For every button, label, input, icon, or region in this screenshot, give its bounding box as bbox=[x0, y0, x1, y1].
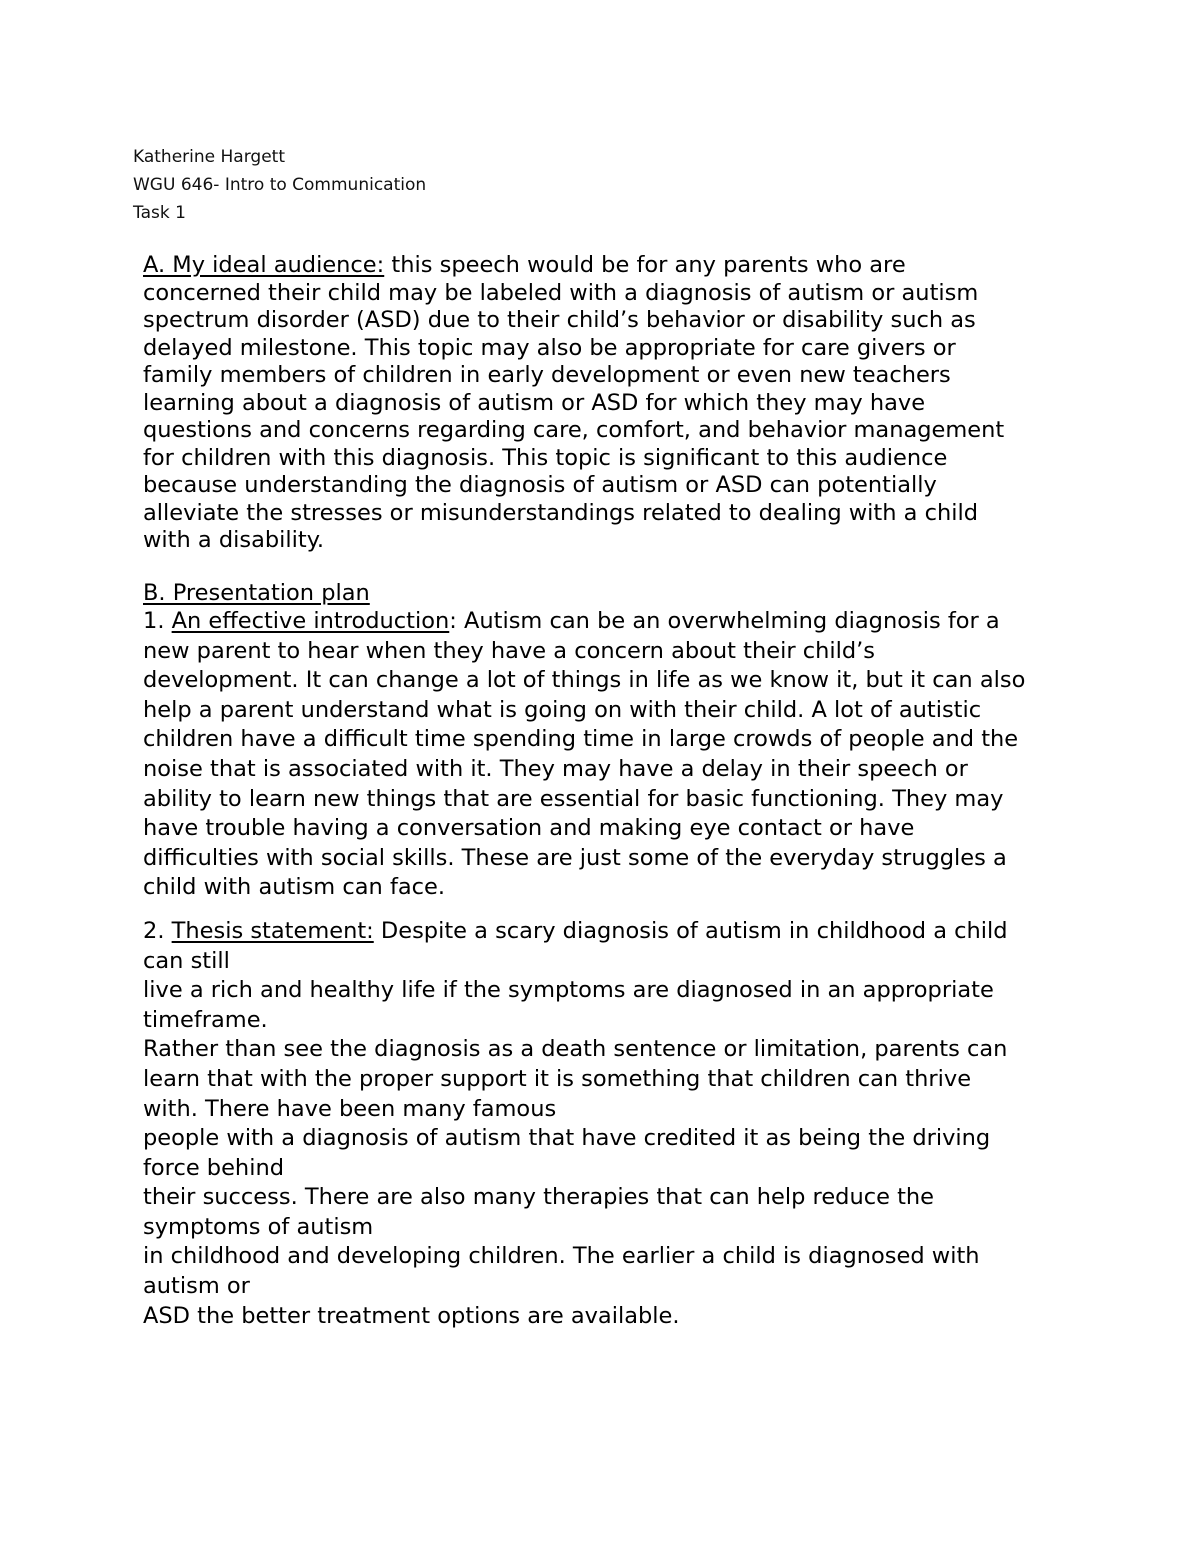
section-a-text-line: for children with this diagnosis. This topic is significant to this audience bbox=[143, 444, 948, 471]
item-2-label: Thesis statement: bbox=[171, 917, 374, 944]
section-a-text-line: with a disability. bbox=[143, 527, 324, 553]
course-title: WGU 646- Intro to Communication bbox=[133, 175, 427, 195]
item-2-text-line: Rather than see the diagnosis as a death sentence or limitation, parents can bbox=[143, 1036, 1008, 1063]
item-2-text-line: autism or bbox=[143, 1273, 250, 1300]
item-2-text-line: ASD the better treatment options are available. bbox=[143, 1302, 680, 1329]
item-2-first-line bbox=[143, 917, 1073, 947]
item-1-text-line: difficulties with social skills. These are just some of the everyday struggles a bbox=[143, 844, 1007, 871]
document-body bbox=[143, 252, 1073, 1331]
item-2-text-line: timeframe. bbox=[143, 1006, 268, 1033]
section-a-text-line: delayed milestone. This topic may also be appropriate for care givers or bbox=[143, 334, 956, 361]
item-1-first-line bbox=[143, 607, 1073, 637]
section-a-label: A. My ideal audience: bbox=[143, 252, 385, 278]
item-2-text-line: force behind bbox=[143, 1154, 284, 1181]
section-a-text-line: because understanding the diagnosis of autism or ASD can potentially bbox=[143, 472, 937, 498]
section-a-text-line: family members of children in early development or even new teachers bbox=[143, 362, 951, 388]
item-2-text-line: can still bbox=[143, 947, 230, 974]
section-b-heading: B. Presentation plan bbox=[143, 579, 370, 606]
item-1-label: An effective introduction bbox=[171, 608, 450, 634]
section-a-text-line: learning about a diagnosis of autism or ASD for which they may have bbox=[143, 389, 926, 416]
item-1-text-line: noise that is associated with it. They may have a delay in their speech or bbox=[143, 755, 968, 782]
task-label: Task 1 bbox=[133, 203, 186, 223]
item-1-text-line: children have a difficult time spending time in large crowds of people and the bbox=[143, 726, 1019, 753]
item-1-text-line: child with autism can face. bbox=[143, 874, 446, 901]
author-name: Katherine Hargett bbox=[133, 147, 285, 167]
item-2-text-line: live a rich and healthy life if the symptoms are diagnosed in an appropriate bbox=[143, 977, 994, 1004]
item-2-text-line: with. There have been many famous bbox=[143, 1095, 557, 1122]
item-2-text-line: their success. There are also many therapies that can help reduce the bbox=[143, 1184, 934, 1211]
item-2-text-line: people with a diagnosis of autism that have credited it as being the driving bbox=[143, 1125, 991, 1152]
section-a-text-line: alleviate the stresses or misunderstandings related to dealing with a child bbox=[143, 499, 979, 526]
paragraph-gap bbox=[143, 555, 1073, 580]
section-a-text-line: this speech would be for any parents who are bbox=[384, 252, 906, 278]
item-1-number: 1. bbox=[143, 608, 172, 634]
item-1-text-line: development. It can change a lot of things in life as we know it, but it can also bbox=[143, 667, 1026, 694]
item-2-text-line: learn that with the proper support it is something that children can thrive bbox=[143, 1065, 972, 1092]
section-a-text-line: spectrum disorder (ASD) due to their child’s behavior or disability such as bbox=[143, 307, 976, 333]
item-2-text-line: in childhood and developing children. The earlier a child is diagnosed with bbox=[143, 1243, 980, 1270]
item-1-text-line: help a parent understand what is going on with their child. A lot of autistic bbox=[143, 696, 982, 723]
item-2-text-line: symptoms of autism bbox=[143, 1213, 374, 1240]
item-1-text-line: have trouble having a conversation and making eye contact or have bbox=[143, 815, 915, 842]
document-header bbox=[133, 143, 933, 227]
item-2-text-line: Despite a scary diagnosis of autism in childhood a child bbox=[373, 917, 1008, 944]
item-1-text-line: new parent to hear when they have a concern about their child’s bbox=[143, 637, 876, 664]
section-a-text-line: questions and concerns regarding care, comfort, and behavior management bbox=[143, 417, 1005, 443]
section-a-first-line bbox=[143, 252, 1073, 280]
item-1-text-line: : Autism can be an overwhelming diagnosis for a bbox=[449, 608, 1000, 634]
item-2-number: 2. bbox=[143, 917, 172, 944]
paragraph-gap bbox=[143, 903, 1073, 917]
section-a-text-line: concerned their child may be labeled with a diagnosis of autism or autism bbox=[143, 279, 979, 306]
item-1-text-line: ability to learn new things that are essential for basic functioning. They may bbox=[143, 785, 1004, 812]
section-b-heading-line bbox=[143, 580, 1073, 608]
